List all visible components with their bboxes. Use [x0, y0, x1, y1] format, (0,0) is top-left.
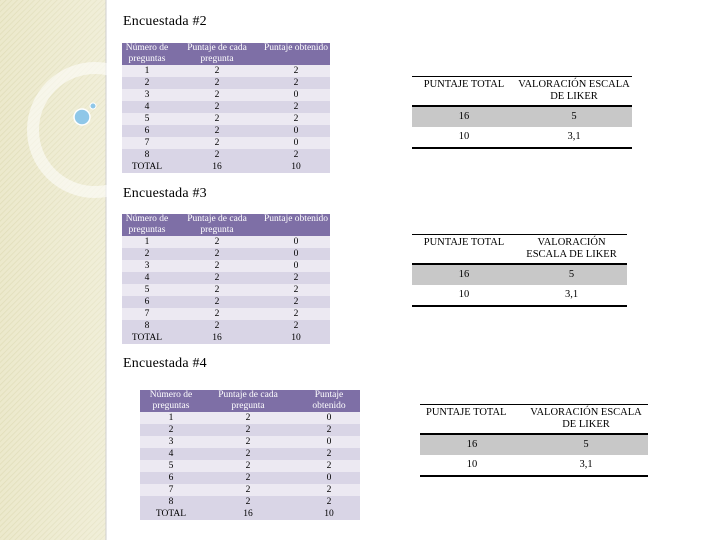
table-cell: 7 [122, 137, 172, 149]
table-cell: 2 [140, 424, 202, 436]
table-cell: 5 [122, 284, 172, 296]
spacer-cell [172, 214, 182, 236]
spacer-cell [252, 125, 262, 137]
table-cell: 6 [122, 125, 172, 137]
table-cell: 10 [412, 127, 516, 148]
summary-table [420, 404, 648, 477]
table-cell: 2 [182, 236, 252, 248]
spacer-cell [252, 320, 262, 332]
spacer-cell [252, 77, 262, 89]
table-cell: 2 [298, 460, 360, 472]
table-cell: 5 [122, 113, 172, 125]
spacer-cell [252, 89, 262, 101]
table-cell: 0 [262, 260, 330, 272]
header-obtained-score: Puntaje obtenido [298, 390, 360, 412]
table-cell: 5 [140, 460, 202, 472]
table-cell: 16 [182, 332, 252, 344]
table-cell: 2 [182, 125, 252, 137]
spacer-cell [172, 284, 182, 296]
summary-row [420, 455, 648, 476]
header-obtained-score: Puntaje obtenido [262, 214, 330, 236]
spacer-cell [172, 65, 182, 77]
spacer-cell [172, 332, 182, 344]
spacer-cell [172, 101, 182, 113]
spacer-cell [252, 113, 262, 125]
header-question-number: Número de preguntas [122, 43, 172, 65]
table-cell: 2 [212, 460, 284, 472]
spacer-cell [172, 161, 182, 173]
total-row [140, 508, 360, 520]
summary-row [412, 264, 627, 285]
spacer-cell [252, 296, 262, 308]
section-title: Encuestada #2 [123, 14, 207, 29]
table-cell: 2 [182, 284, 252, 296]
scores-table [122, 214, 330, 344]
spacer-cell [284, 496, 298, 508]
table-cell: 2 [298, 496, 360, 508]
table-cell: 3,1 [516, 285, 627, 306]
table-cell: 2 [212, 484, 284, 496]
table-cell: 2 [262, 296, 330, 308]
spacer-cell [202, 436, 212, 448]
summary-table [412, 76, 632, 149]
header-question-score: Puntaje de cada pregunta [182, 43, 252, 65]
table-cell: 10 [262, 332, 330, 344]
table-row [140, 496, 360, 508]
spacer-cell [284, 472, 298, 484]
spacer-cell [284, 412, 298, 424]
spacer-cell [202, 390, 212, 412]
spacer-cell [172, 248, 182, 260]
table-cell: 2 [262, 77, 330, 89]
spacer-cell [172, 272, 182, 284]
spacer-cell [252, 161, 262, 173]
table-cell: 2 [182, 149, 252, 161]
table-cell: 2 [262, 149, 330, 161]
summary-row [412, 285, 627, 306]
spacer-cell [252, 260, 262, 272]
spacer-cell [284, 484, 298, 496]
table-row [122, 248, 330, 260]
section-title: Encuestada #4 [123, 356, 207, 371]
table-cell: 2 [182, 101, 252, 113]
summary-table [412, 234, 627, 307]
table-row [122, 65, 330, 77]
table-cell: 5 [516, 106, 632, 127]
spacer-cell [202, 412, 212, 424]
table-row [140, 484, 360, 496]
table-cell: 2 [262, 272, 330, 284]
table-cell: 3,1 [516, 127, 632, 148]
spacer-cell [252, 284, 262, 296]
scores-table [140, 390, 360, 520]
table-cell: 2 [182, 260, 252, 272]
spacer-cell [252, 236, 262, 248]
table-cell: 2 [182, 77, 252, 89]
table-cell: 2 [122, 77, 172, 89]
summary-row [412, 127, 632, 148]
spacer-cell [172, 113, 182, 125]
scores-table [122, 43, 330, 173]
table-cell: 2 [182, 296, 252, 308]
table-row [122, 149, 330, 161]
table-row [122, 284, 330, 296]
table-row [122, 137, 330, 149]
table-row [122, 113, 330, 125]
header-total-score: PUNTAJE TOTAL [412, 77, 516, 107]
table-cell: 2 [182, 308, 252, 320]
spacer-cell [284, 424, 298, 436]
table-cell: 0 [262, 137, 330, 149]
table-row [140, 436, 360, 448]
spacer-cell [172, 43, 182, 65]
spacer-cell [284, 390, 298, 412]
table-cell: TOTAL [140, 508, 202, 520]
table-cell: 2 [298, 424, 360, 436]
table-row [122, 320, 330, 332]
table-cell: 10 [412, 285, 516, 306]
table-cell: 2 [262, 101, 330, 113]
table-row [140, 424, 360, 436]
header-likert-rating: VALORACIÓN ESCALA DE LIKER [516, 77, 632, 107]
table-row [122, 260, 330, 272]
spacer-cell [172, 149, 182, 161]
header-total-score: PUNTAJE TOTAL [420, 405, 524, 435]
spacer-cell [284, 460, 298, 472]
table-cell: 10 [262, 161, 330, 173]
table-cell: 0 [262, 236, 330, 248]
spacer-cell [172, 320, 182, 332]
spacer-cell [172, 308, 182, 320]
table-cell: 2 [298, 484, 360, 496]
table-row [122, 101, 330, 113]
table-cell: 6 [140, 472, 202, 484]
table-cell: 5 [524, 434, 648, 455]
spacer-cell [252, 248, 262, 260]
table-cell: 2 [212, 436, 284, 448]
decorative-left-band [0, 0, 110, 540]
table-row [140, 412, 360, 424]
header-obtained-score: Puntaje obtenido [262, 43, 330, 65]
spacer-cell [202, 496, 212, 508]
header-question-number: Número de preguntas [140, 390, 202, 412]
table-cell: 16 [412, 106, 516, 127]
spacer-cell [172, 296, 182, 308]
table-row [122, 272, 330, 284]
summary-row [412, 106, 632, 127]
header-likert-rating: VALORACIÓN ESCALA DE LIKER [516, 235, 627, 265]
spacer-cell [172, 89, 182, 101]
spacer-cell [252, 149, 262, 161]
spacer-cell [252, 332, 262, 344]
spacer-cell [284, 448, 298, 460]
spacer-cell [172, 125, 182, 137]
table-cell: 0 [298, 412, 360, 424]
table-cell: 0 [298, 436, 360, 448]
table-cell: 16 [212, 508, 284, 520]
table-cell: 8 [140, 496, 202, 508]
table-cell: 10 [420, 455, 524, 476]
table-cell: 7 [140, 484, 202, 496]
spacer-cell [202, 460, 212, 472]
table-cell: 2 [212, 412, 284, 424]
spacer-cell [252, 137, 262, 149]
table-row [122, 296, 330, 308]
table-cell: 2 [298, 448, 360, 460]
header-likert-rating: VALORACIÓN ESCALA DE LIKER [524, 405, 648, 435]
table-cell: 2 [182, 272, 252, 284]
total-row [122, 332, 330, 344]
spacer-cell [284, 508, 298, 520]
table-cell: 1 [140, 412, 202, 424]
table-row [122, 125, 330, 137]
header-question-score: Puntaje de cada pregunta [212, 390, 284, 412]
spacer-cell [202, 472, 212, 484]
table-cell: 6 [122, 296, 172, 308]
header-question-number: Número de preguntas [122, 214, 172, 236]
total-row [122, 161, 330, 173]
header-total-score: PUNTAJE TOTAL [412, 235, 516, 265]
table-cell: 2 [182, 89, 252, 101]
table-cell: 7 [122, 308, 172, 320]
spacer-cell [172, 77, 182, 89]
spacer-cell [202, 508, 212, 520]
table-row [122, 236, 330, 248]
table-cell: 0 [262, 89, 330, 101]
table-cell: 8 [122, 320, 172, 332]
table-row [140, 460, 360, 472]
table-cell: 2 [262, 308, 330, 320]
table-cell: 2 [212, 472, 284, 484]
spacer-cell [202, 448, 212, 460]
spacer-cell [202, 424, 212, 436]
spacer-cell [252, 214, 262, 236]
table-cell: 10 [298, 508, 360, 520]
table-cell: 3 [122, 260, 172, 272]
table-cell: 2 [182, 65, 252, 77]
summary-row [420, 434, 648, 455]
spacer-cell [252, 272, 262, 284]
table-cell: 4 [140, 448, 202, 460]
spacer-cell [172, 137, 182, 149]
table-cell: 0 [262, 248, 330, 260]
table-cell: 2 [262, 320, 330, 332]
table-cell: 4 [122, 272, 172, 284]
table-cell: 3,1 [524, 455, 648, 476]
spacer-cell [284, 436, 298, 448]
table-cell: 1 [122, 65, 172, 77]
table-row [122, 89, 330, 101]
table-cell: 0 [298, 472, 360, 484]
table-cell: 16 [420, 434, 524, 455]
table-cell: 2 [122, 248, 172, 260]
table-cell: 4 [122, 101, 172, 113]
table-cell: 2 [182, 320, 252, 332]
table-cell: 16 [412, 264, 516, 285]
table-cell: 8 [122, 149, 172, 161]
table-cell: 2 [262, 113, 330, 125]
section-title: Encuestada #3 [123, 186, 207, 201]
table-cell: 5 [516, 264, 627, 285]
table-cell: 2 [182, 113, 252, 125]
table-cell: TOTAL [122, 332, 172, 344]
table-cell: 2 [262, 284, 330, 296]
spacer-cell [252, 308, 262, 320]
table-row [122, 77, 330, 89]
spacer-cell [252, 43, 262, 65]
table-cell: TOTAL [122, 161, 172, 173]
spacer-cell [172, 236, 182, 248]
spacer-cell [252, 65, 262, 77]
table-cell: 3 [140, 436, 202, 448]
table-row [140, 448, 360, 460]
table-cell: 2 [182, 248, 252, 260]
table-cell: 2 [182, 137, 252, 149]
header-question-score: Puntaje de cada pregunta [182, 214, 252, 236]
table-cell: 1 [122, 236, 172, 248]
table-cell: 2 [212, 424, 284, 436]
table-cell: 2 [262, 65, 330, 77]
table-cell: 2 [212, 496, 284, 508]
table-cell: 2 [212, 448, 284, 460]
spacer-cell [252, 101, 262, 113]
table-row [140, 472, 360, 484]
table-cell: 3 [122, 89, 172, 101]
table-cell: 16 [182, 161, 252, 173]
table-row [122, 308, 330, 320]
table-cell: 0 [262, 125, 330, 137]
spacer-cell [202, 484, 212, 496]
spacer-cell [172, 260, 182, 272]
